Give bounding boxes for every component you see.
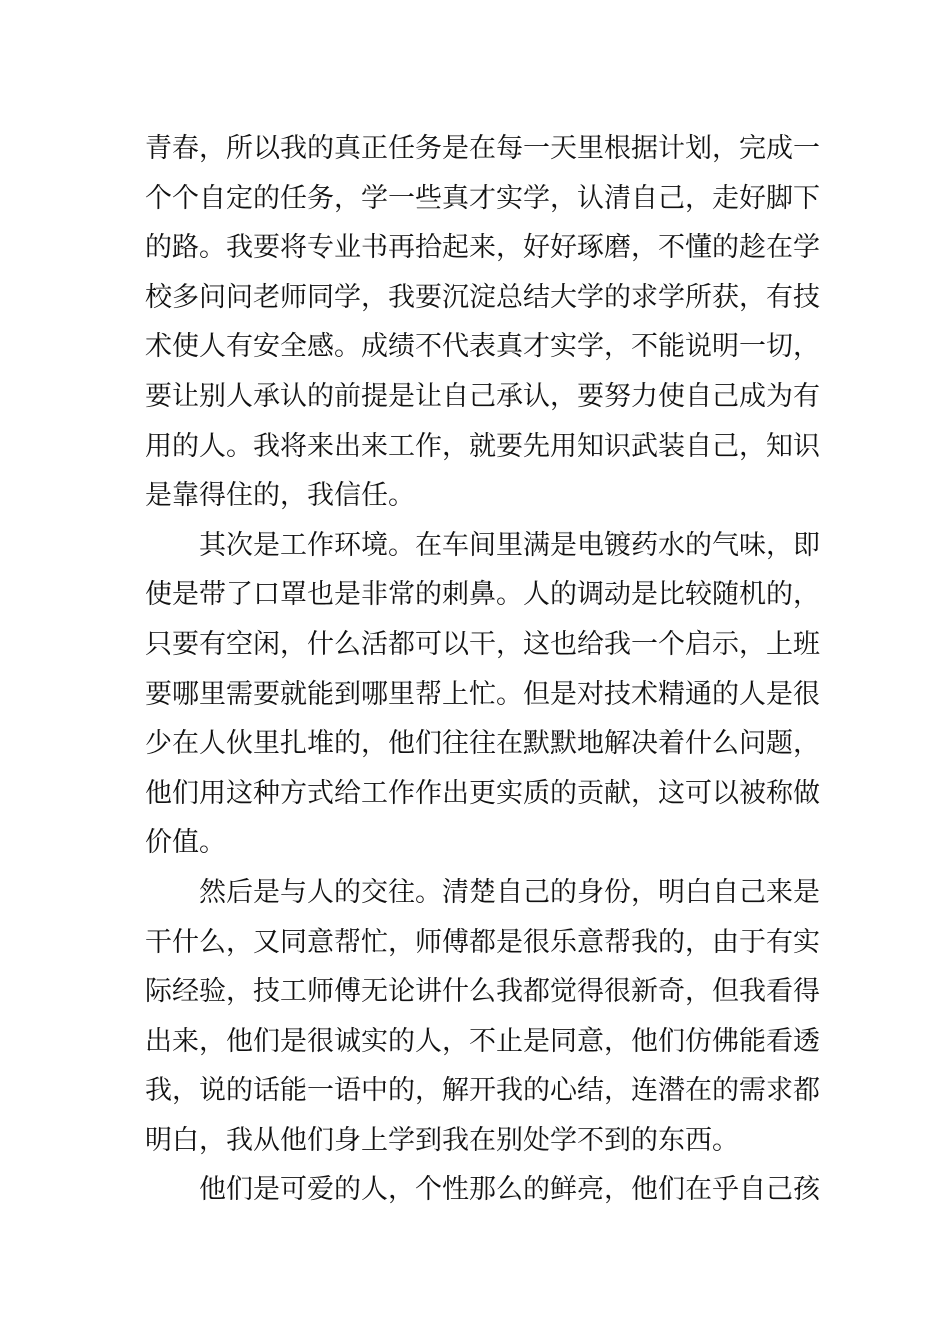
text-line: 使是带了口罩也是非常的刺鼻。人的调动是比较随机的， (145, 579, 820, 611)
text-line: 价值。 (145, 827, 226, 859)
text-line: 少在人伙里扎堆的，他们往往在默默地解决着什么问题， (145, 728, 820, 760)
body-text (145, 124, 820, 1215)
text-line: 干什么，又同意帮忙，师傅都是很乐意帮我的，由于有实 (145, 926, 820, 958)
paragraph-1 (145, 124, 820, 521)
text-line: 只要有空闲，什么活都可以干，这也给我一个启示，上班 (145, 628, 820, 660)
paragraph-3 (145, 868, 820, 1166)
text-line: 际经验，技工师傅无论讲什么我都觉得很新奇，但我看得 (145, 976, 820, 1008)
text-line: 他们是可爱的人，个性那么的鲜亮，他们在乎自己孩 (199, 1174, 820, 1206)
text-line: 的路。我要将专业书再拾起来，好好琢磨，不懂的趁在学 (145, 232, 820, 264)
text-line: 出来，他们是很诚实的人，不止是同意，他们仿佛能看透 (145, 1025, 820, 1057)
text-line: 青春，所以我的真正任务是在每一天里根据计划，完成一 (145, 133, 820, 164)
text-line: 用的人。我将来出来工作，就要先用知识武装自己，知识 (145, 430, 820, 462)
text-line: 明白，我从他们身上学到我在别处学不到的东西。 (145, 1124, 739, 1156)
text-line: 然后是与人的交往。清楚自己的身份，明白自己来是 (199, 876, 820, 908)
text-line: 要哪里需要就能到哪里帮上忙。但是对技术精通的人是很 (145, 678, 820, 710)
text-line: 术使人有安全感。成绩不代表真才实学，不能说明一切， (145, 331, 820, 363)
text-line: 我，说的话能一语中的，解开我的心结，连潜在的需求都 (145, 1075, 820, 1107)
text-line: 他们用这种方式给工作作出更实质的贡献，这可以被称做 (145, 777, 820, 809)
paragraph-2 (145, 521, 820, 868)
text-line: 校多问问老师同学，我要沉淀总结大学的求学所获，有技 (145, 281, 820, 313)
text-line: 个个自定的任务，学一些真才实学，认清自己，走好脚下 (145, 182, 820, 214)
paragraph-4 (145, 1165, 820, 1215)
text-line: 其次是工作环境。在车间里满是电镀药水的气味，即 (199, 529, 820, 561)
text-line: 要让别人承认的前提是让自己承认，要努力使自己成为有 (145, 380, 820, 412)
text-line: 是靠得住的，我信任。 (145, 480, 415, 512)
